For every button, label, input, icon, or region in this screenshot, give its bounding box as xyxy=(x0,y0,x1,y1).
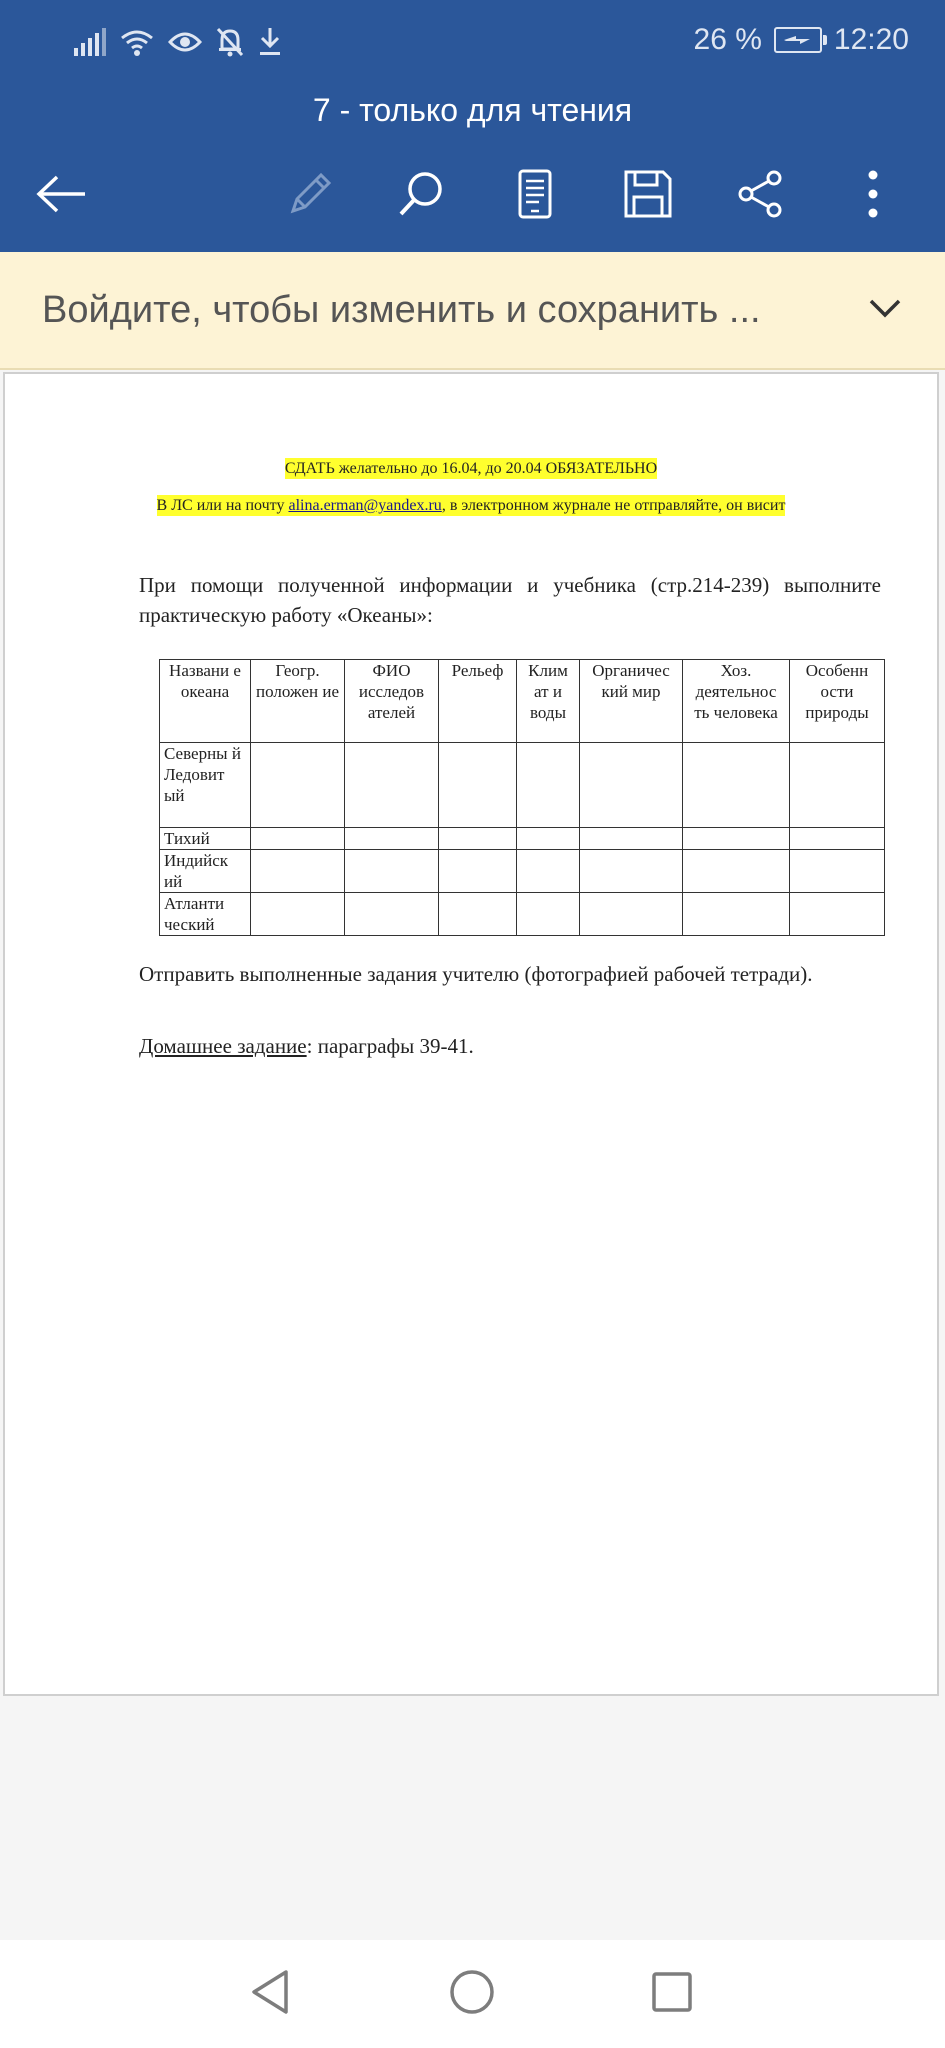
save-button[interactable] xyxy=(603,144,693,244)
recents-nav-icon xyxy=(651,1971,693,2018)
deadline-line xyxy=(5,460,937,478)
toolbar xyxy=(0,144,945,244)
deadline-text: СДАТЬ желательно до 16.04, до 20.04 ОБЯЗАТЕЛЬНО xyxy=(284,460,658,477)
share-button[interactable] xyxy=(716,144,806,244)
homework-text: : параграфы 39-41. xyxy=(306,1034,474,1058)
send-suffix: , в электронном журнале не отправляйте, он висит xyxy=(441,497,786,514)
table-row xyxy=(160,850,885,893)
col-header: Клим ат и воды xyxy=(517,660,580,743)
table-row xyxy=(160,828,885,850)
col-header: Рельеф xyxy=(439,660,517,743)
col-header: Особенн ости природы xyxy=(790,660,885,743)
nav-recents-button[interactable] xyxy=(632,1954,712,2034)
table-header-row xyxy=(160,660,885,743)
status-right xyxy=(694,18,909,62)
homework-label: Домашнее задание xyxy=(139,1034,307,1058)
status-bar xyxy=(0,0,945,84)
ocean-name-cell: Индийск ий xyxy=(160,850,251,893)
back-button[interactable] xyxy=(16,144,106,244)
save-icon xyxy=(623,169,673,219)
status-icons xyxy=(74,22,282,62)
search-icon xyxy=(396,169,446,219)
more-options-button[interactable] xyxy=(828,144,918,244)
download-icon xyxy=(258,28,282,56)
wifi-icon xyxy=(120,28,154,56)
nav-home-button[interactable] xyxy=(432,1954,512,2034)
edit-button[interactable] xyxy=(265,144,355,244)
send-work-paragraph: Отправить выполненные задания учителю (фотографией рабочей тетради). xyxy=(139,962,813,986)
send-instructions-line xyxy=(5,497,937,515)
eye-icon xyxy=(168,30,202,54)
col-header: Геогр. положен ие xyxy=(251,660,345,743)
battery-percent: 26 % xyxy=(693,23,762,56)
back-nav-icon xyxy=(248,1968,292,2021)
homework-paragraph xyxy=(139,1031,881,1061)
chevron-down-icon xyxy=(868,298,902,323)
ocean-name-cell: Северны й Ледовит ый xyxy=(160,743,251,828)
expand-banner-button[interactable] xyxy=(855,280,915,340)
ocean-name-cell: Тихий xyxy=(160,828,251,850)
app-header xyxy=(0,84,945,252)
col-header: Органичес кий мир xyxy=(580,660,683,743)
mobile-view-button[interactable] xyxy=(490,144,580,244)
navigation-bar xyxy=(0,1940,945,2048)
table-row xyxy=(160,743,885,828)
oceans-table xyxy=(159,659,885,936)
share-icon xyxy=(736,169,786,219)
instruction-paragraph: При помощи полученной информации и учебника (стр.214-239) выполните практическую работу «Океаны»: xyxy=(139,573,881,627)
send-prefix: В ЛС или на почту xyxy=(156,497,289,514)
col-header: Названи е океана xyxy=(160,660,251,743)
notifications-off-icon xyxy=(216,27,244,57)
document-page[interactable] xyxy=(3,372,939,1696)
table-row xyxy=(160,893,885,936)
col-header: Хоз. деятельнос ть человека xyxy=(683,660,790,743)
nav-back-button[interactable] xyxy=(230,1954,310,2034)
more-icon xyxy=(867,169,879,219)
document-title: 7 - только для чтения xyxy=(312,92,633,128)
sign-in-banner[interactable] xyxy=(0,252,945,370)
clock: 12:20 xyxy=(833,23,909,56)
back-icon xyxy=(35,174,87,214)
col-header: ФИО исследов ателей xyxy=(345,660,439,743)
mobile-view-icon xyxy=(517,169,553,219)
search-button[interactable] xyxy=(376,144,466,244)
sign-in-banner-text[interactable]: Войдите, чтобы изменить и сохранить ... xyxy=(42,289,761,331)
signal-icon xyxy=(74,28,106,56)
edit-icon xyxy=(285,169,335,219)
email-link[interactable]: alina.erman@yandex.ru xyxy=(288,497,442,514)
battery-icon xyxy=(774,27,822,53)
send-instructions xyxy=(157,495,786,516)
ocean-name-cell: Атланти ческий xyxy=(160,893,251,936)
home-nav-icon xyxy=(448,1968,496,2021)
